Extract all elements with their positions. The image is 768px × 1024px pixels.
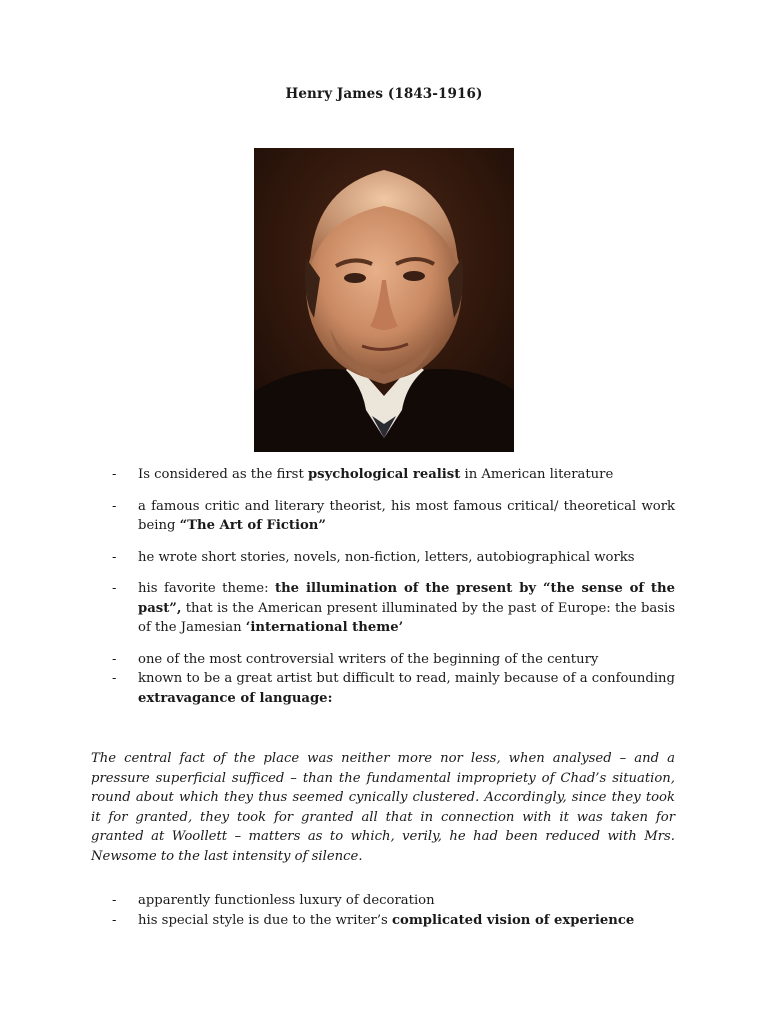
bullet-text-bold: psychological realist <box>307 467 461 482</box>
bullet-item <box>112 650 675 670</box>
bullet-text: apparently functionless luxury of decoration <box>138 893 435 908</box>
page-title: Henry James (1843-1916) <box>285 86 483 102</box>
portrait-image <box>254 148 514 452</box>
bullet-text-bold: “The Art of Fiction” <box>179 518 326 533</box>
bullet-text: that is the American present illuminated by the past of Europe: the basis of the Jamesian <box>138 600 675 635</box>
bullet-item <box>112 465 675 485</box>
bullet-text-bold: ‘international theme’ <box>245 620 404 635</box>
bullet-item <box>112 497 675 536</box>
bullet-text: a famous critic and literary theorist, his most famous critical/ theoretical work being <box>138 498 675 533</box>
bullet-text: his favorite theme: <box>138 581 275 596</box>
bullet-item <box>112 548 675 568</box>
bullet-dash: - <box>112 581 117 596</box>
bullet-text: Is considered as the first <box>138 467 308 482</box>
bullet-text: one of the most controversial writers of the beginning of the century <box>138 651 599 667</box>
bullet-item <box>112 911 675 931</box>
bullet-list-top <box>112 465 675 708</box>
bullet-dash: - <box>112 893 117 908</box>
bullet-dash: - <box>112 549 117 565</box>
author-portrait <box>254 148 514 452</box>
bullet-item <box>112 579 675 638</box>
bullet-text: known to be a great artist but difficult to read, mainly because of a confounding <box>138 671 675 686</box>
bullet-text-bold: the illumination of the present by “the sense of the past”, <box>138 581 675 616</box>
bullet-dash: - <box>112 498 117 514</box>
bullet-dash: - <box>112 467 117 482</box>
bullet-text-bold: extravagance of language: <box>138 690 333 706</box>
bullet-list-bottom <box>112 891 675 930</box>
bullet-dash: - <box>112 651 117 667</box>
bullet-dash: - <box>112 912 117 928</box>
bullet-item <box>112 669 675 708</box>
bullet-text-bold: complicated vision of experience <box>392 912 635 928</box>
bullet-text: his special style is due to the writer’s <box>138 912 392 928</box>
bullet-text: he wrote short stories, novels, non-fiction, letters, autobiographical works <box>138 549 635 565</box>
bullet-text: in American literature <box>460 467 614 482</box>
bullet-item <box>112 891 675 911</box>
bullet-dash: - <box>112 671 117 686</box>
quote-passage: The central fact of the place was neither more nor less, when analysed – and a pressure superficial sufficed – than the fundamental impropriety of Chad’s situation, round about which they thus seemed cynically clustered. Accordingly, since they took it for granted, they took for granted all that in connection with it was taken for granted at Woollett – matters as to which, verily, he had been reduced with Mrs. Newsome to the last intensity of silence. <box>91 751 675 864</box>
